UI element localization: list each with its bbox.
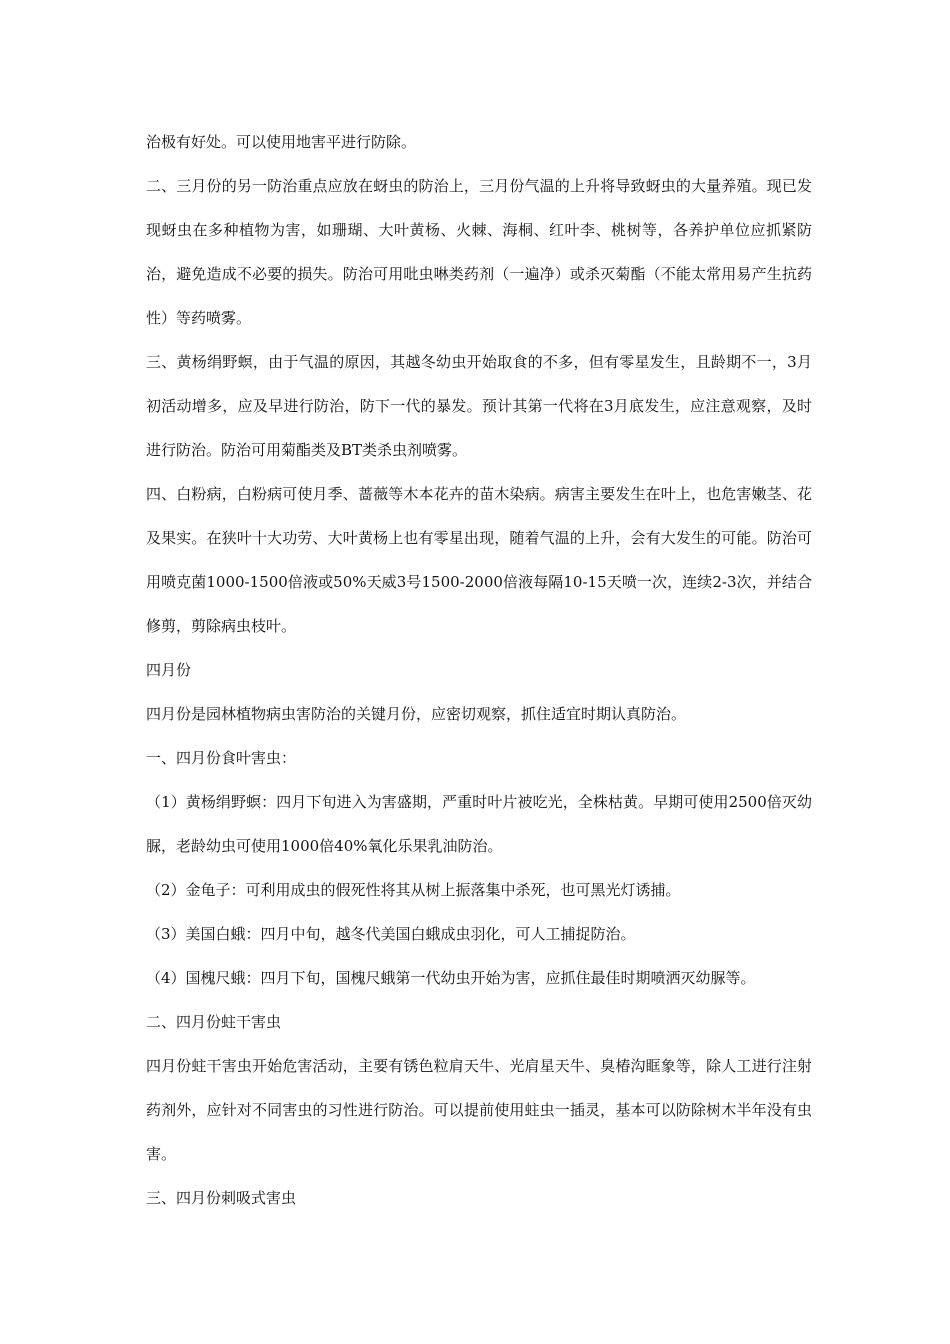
paragraph-powdery-mildew: 四、白粉病，白粉病可使月季、蔷薇等木本花卉的苗木染病。病害主要发生在叶上，也危害嫩茎、花及果实。在狭叶十大功劳、大叶黄杨上也有零星出现，随着气温的上升，会有大发生的可能。防治可用喷克菌1000-1500倍液或50%天威3号1500-2000倍液每隔10-15天喷一次，连续2-3次，并结合修剪，剪除病虫枝叶。: [146, 485, 812, 635]
document-body: [146, 120, 812, 1220]
list-item-fall-webworm: （3）美国白蛾：四月中旬，越冬代美国白蛾成虫羽化，可人工捕捉防治。: [146, 925, 636, 943]
list-item-locust-inchworm: （4）国槐尺蛾：四月下旬，国槐尺蛾第一代幼虫开始为害，应抓住最佳时期喷洒灭幼脲等。: [146, 969, 756, 987]
list-item-chafer: （2）金龟子：可利用成虫的假死性将其从树上振落集中杀死，也可黑光灯诱捕。: [146, 881, 681, 899]
section-heading-april: 四月份: [146, 661, 192, 679]
paragraph-borer-control: 四月份蛀干害虫开始危害活动，主要有锈色粒肩天牛、光肩星天牛、臭椿沟眶象等，除人工进行注射药剂外，应针对不同害虫的习性进行防治。可以提前使用蛀虫一插灵，基本可以防除树木半年没有虫害。: [146, 1057, 812, 1163]
paragraph-aphid-control: 二、三月份的另一防治重点应放在蚜虫的防治上，三月份气温的上升将导致蚜虫的大量养殖。现已发现蚜虫在多种植物为害，如珊瑚、大叶黄杨、火棘、海桐、红叶李、桃树等，各养护单位应抓紧防治，避免造成不必要的损失。防治可用吡虫啉类药剂（一遍净）或杀灭菊酯（不能太常用易产生抗药性）等药喷雾。: [146, 177, 812, 327]
subheading-leaf-eating-pests: 一、四月份食叶害虫：: [146, 749, 297, 767]
subheading-borer-pests: 二、四月份蛀干害虫: [146, 1013, 282, 1031]
paragraph-continuation: 治极有好处。可以使用地害平进行防除。: [146, 133, 417, 151]
subheading-sucking-pests: 三、四月份刺吸式害虫: [146, 1189, 297, 1207]
list-item-boxwood-moth: （1）黄杨绢野螟：四月下旬进入为害盛期，严重时叶片被吃光，全株枯黄。早期可使用2500倍灭幼脲，老龄幼虫可使用1000倍40%氧化乐果乳油防治。: [146, 793, 812, 855]
paragraph-boxwood-moth: 三、黄杨绢野螟，由于气温的原因，其越冬幼虫开始取食的不多，但有零星发生，且龄期不一，3月初活动增多，应及早进行防治，防下一代的暴发。预计其第一代将在3月底发生，应注意观察，及时进行防治。防治可用菊酯类及BT类杀虫剂喷雾。: [146, 353, 812, 459]
paragraph-april-intro: 四月份是园林植物病虫害防治的关键月份，应密切观察，抓住适宜时期认真防治。: [146, 705, 687, 723]
